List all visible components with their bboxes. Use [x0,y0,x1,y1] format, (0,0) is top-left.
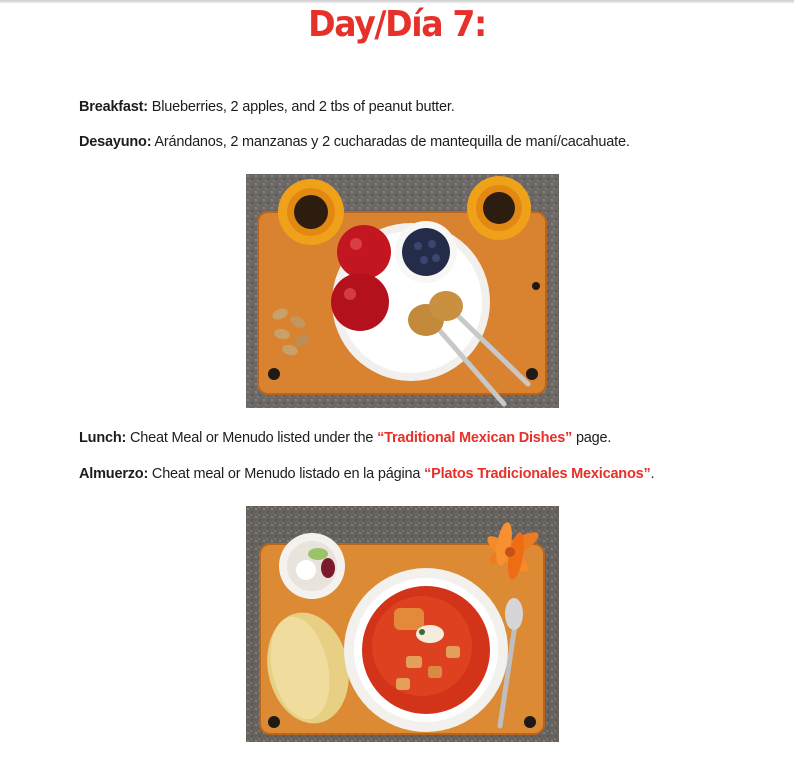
almuerzo-text-before: Cheat meal or Menudo listado en la página [148,466,425,482]
breakfast-photo [246,174,559,408]
breakfast-label: Breakfast: [79,99,148,115]
lunch-text-before: Cheat Meal or Menudo listed under the [126,430,378,446]
lunch-photo [246,506,559,742]
almuerzo-line [79,466,654,482]
almuerzo-label: Almuerzo: [79,466,149,482]
desayuno-text: Arándanos, 2 manzanas y 2 cucharadas de mantequilla de maní/cacahuate. [151,134,630,150]
platos-tradicionales-link[interactable]: “Platos Tradicionales Mexicanos” [424,466,651,482]
desayuno-label: Desayuno: [79,134,152,150]
traditional-mexican-dishes-link[interactable]: “Traditional Mexican Dishes” [377,430,573,446]
lunch-label: Lunch: [79,430,127,446]
almuerzo-text-after: . [650,466,655,482]
sunflower-left [278,179,344,245]
desayuno-line [79,134,630,150]
lunch-line [79,430,611,446]
top-rule [0,0,794,3]
lunch-text-after: page. [572,430,612,446]
sunflower-right [467,176,531,240]
breakfast-line [79,99,455,115]
page-title: Day/Día 7: [308,4,486,45]
breakfast-text: Blueberries, 2 apples, and 2 tbs of peanut butter. [147,99,455,115]
